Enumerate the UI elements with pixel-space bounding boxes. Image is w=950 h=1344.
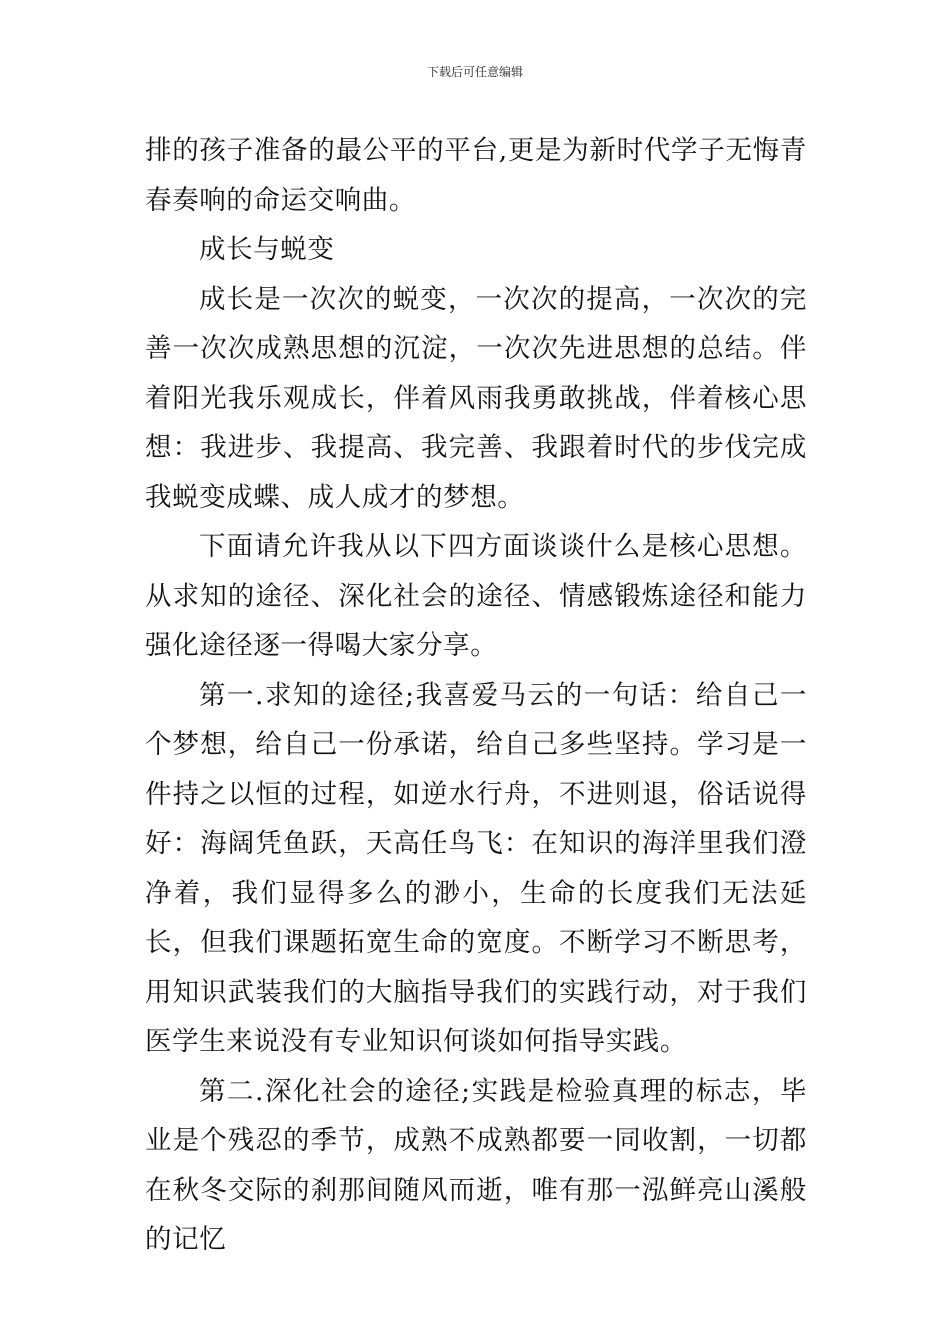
paragraph-growth: 成长是一次次的蜕变，一次次的提高，一次次的完善一次次成熟思想的沉淀，一次次先进思想的总结。伴着阳光我乐观成长，伴着风雨我勇敢挑战，伴着核心思想：我进步、我提高、我完善、我跟着时代的步伐完成我蜕变成蝶、成人成才的梦想。: [145, 283, 807, 513]
paragraph-intro-four-aspects: 下面请允许我从以下四方面谈谈什么是核心思想。从求知的途径、深化社会的途径、情感锻炼途径和能力强化途径逐一得喝大家分享。: [145, 531, 807, 661]
page-header: 下载后可任意编辑: [426, 65, 523, 79]
paragraph-continuation: 排的孩子准备的最公平的平台,更是为新时代学子无悔青春奏响的命运交响曲。: [145, 135, 807, 216]
section-heading: 成长与蜕变: [199, 234, 335, 265]
document-body: [145, 126, 807, 1265]
paragraph-second-society: 第二.深化社会的途径;实践是检验真理的标志，毕业是个残忍的季节，成熟不成熟都要一同收割，一切都在秋冬交际的刹那间随风而逝，唯有那一泓鲜亮山溪般的记忆: [145, 1075, 807, 1255]
paragraph-first-knowledge: 第一.求知的途径;我喜爱马云的一句话：给自己一个梦想，给自己一份承诺，给自己多些坚持。学习是一件持之以恒的过程，如逆水行舟，不进则退，俗话说得好：海阔凭鱼跃，天高任鸟飞：在知识的海洋里我们澄净着，我们显得多么的渺小，生命的长度我们无法延长，但我们课题拓宽生命的宽度。不断学习不断思考，用知识武装我们的大脑指导我们的实践行动，对于我们医学生来说没有专业知识何谈如何指导实践。: [145, 679, 807, 1057]
